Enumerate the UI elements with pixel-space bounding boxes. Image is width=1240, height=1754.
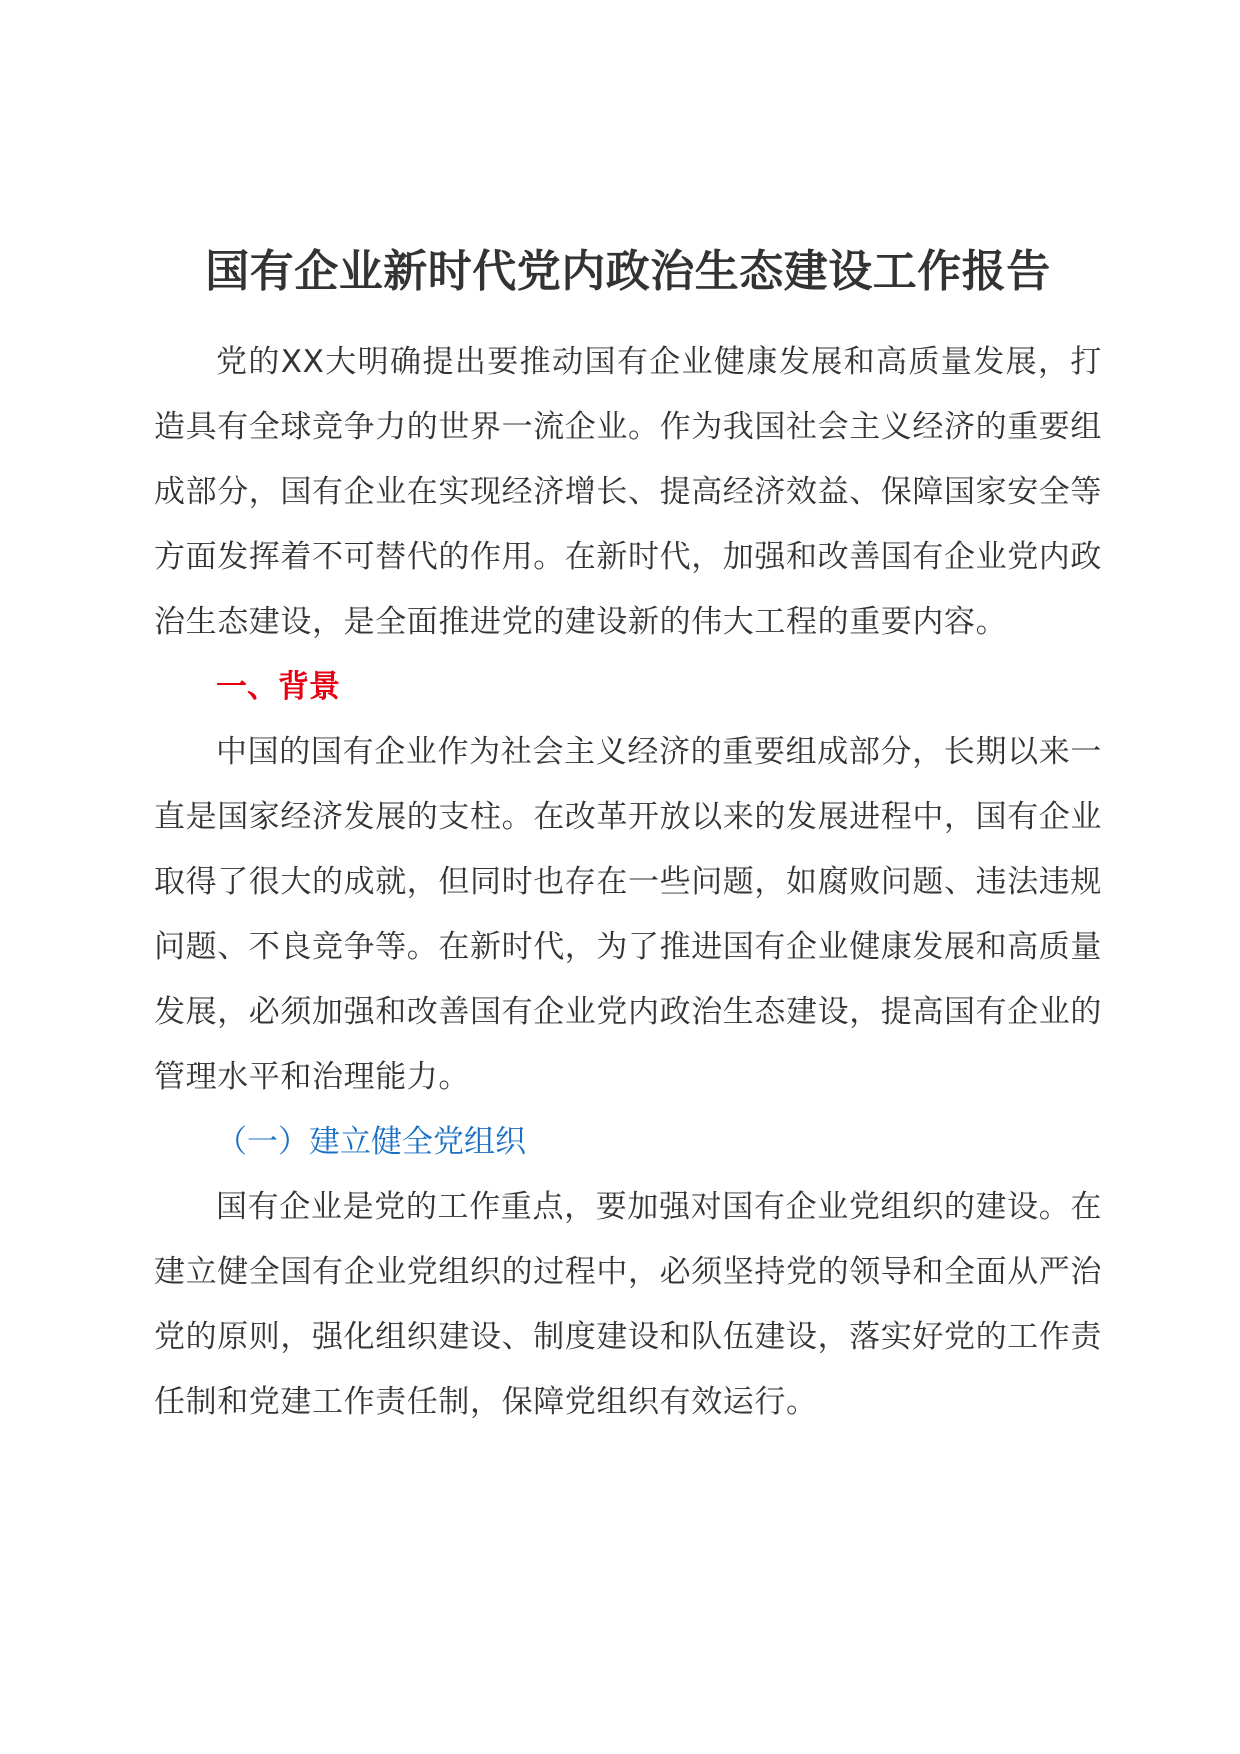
section-heading-background: 一、背景 xyxy=(216,669,340,705)
document-body xyxy=(154,240,1102,1435)
subsection-heading-party-organization: （一）建立健全党组织 xyxy=(216,1124,526,1160)
background-paragraph: 中国的国有企业作为社会主义经济的重要组成部分，长期以来一直是国家经济发展的支柱。在改革开放以来的发展进程中，国有企业取得了很大的成就，但同时也存在一些问题，如腐败问题、违法违规问题、不良竞争等。在新时代，为了推进国有企业健康发展和高质量发展，必须加强和改善国有企业党内政治生态建设，提高国有企业的管理水平和治理能力。 xyxy=(154,734,1102,1095)
document-title: 国有企业新时代党内政治生态建设工作报告 xyxy=(205,246,1051,297)
intro-paragraph: 党的XX大明确提出要推动国有企业健康发展和高质量发展，打造具有全球竞争力的世界一流企业。作为我国社会主义经济的重要组成部分，国有企业在实现经济增长、提高经济效益、保障国家安全等方面发挥着不可替代的作用。在新时代，加强和改善国有企业党内政治生态建设，是全面推进党的建设新的伟大工程的重要内容。 xyxy=(154,344,1102,640)
party-organization-paragraph: 国有企业是党的工作重点，要加强对国有企业党组织的建设。在建立健全国有企业党组织的过程中，必须坚持党的领导和全面从严治党的原则，强化组织建设、制度建设和队伍建设，落实好党的工作责任制和党建工作责任制，保障党组织有效运行。 xyxy=(154,1189,1102,1420)
